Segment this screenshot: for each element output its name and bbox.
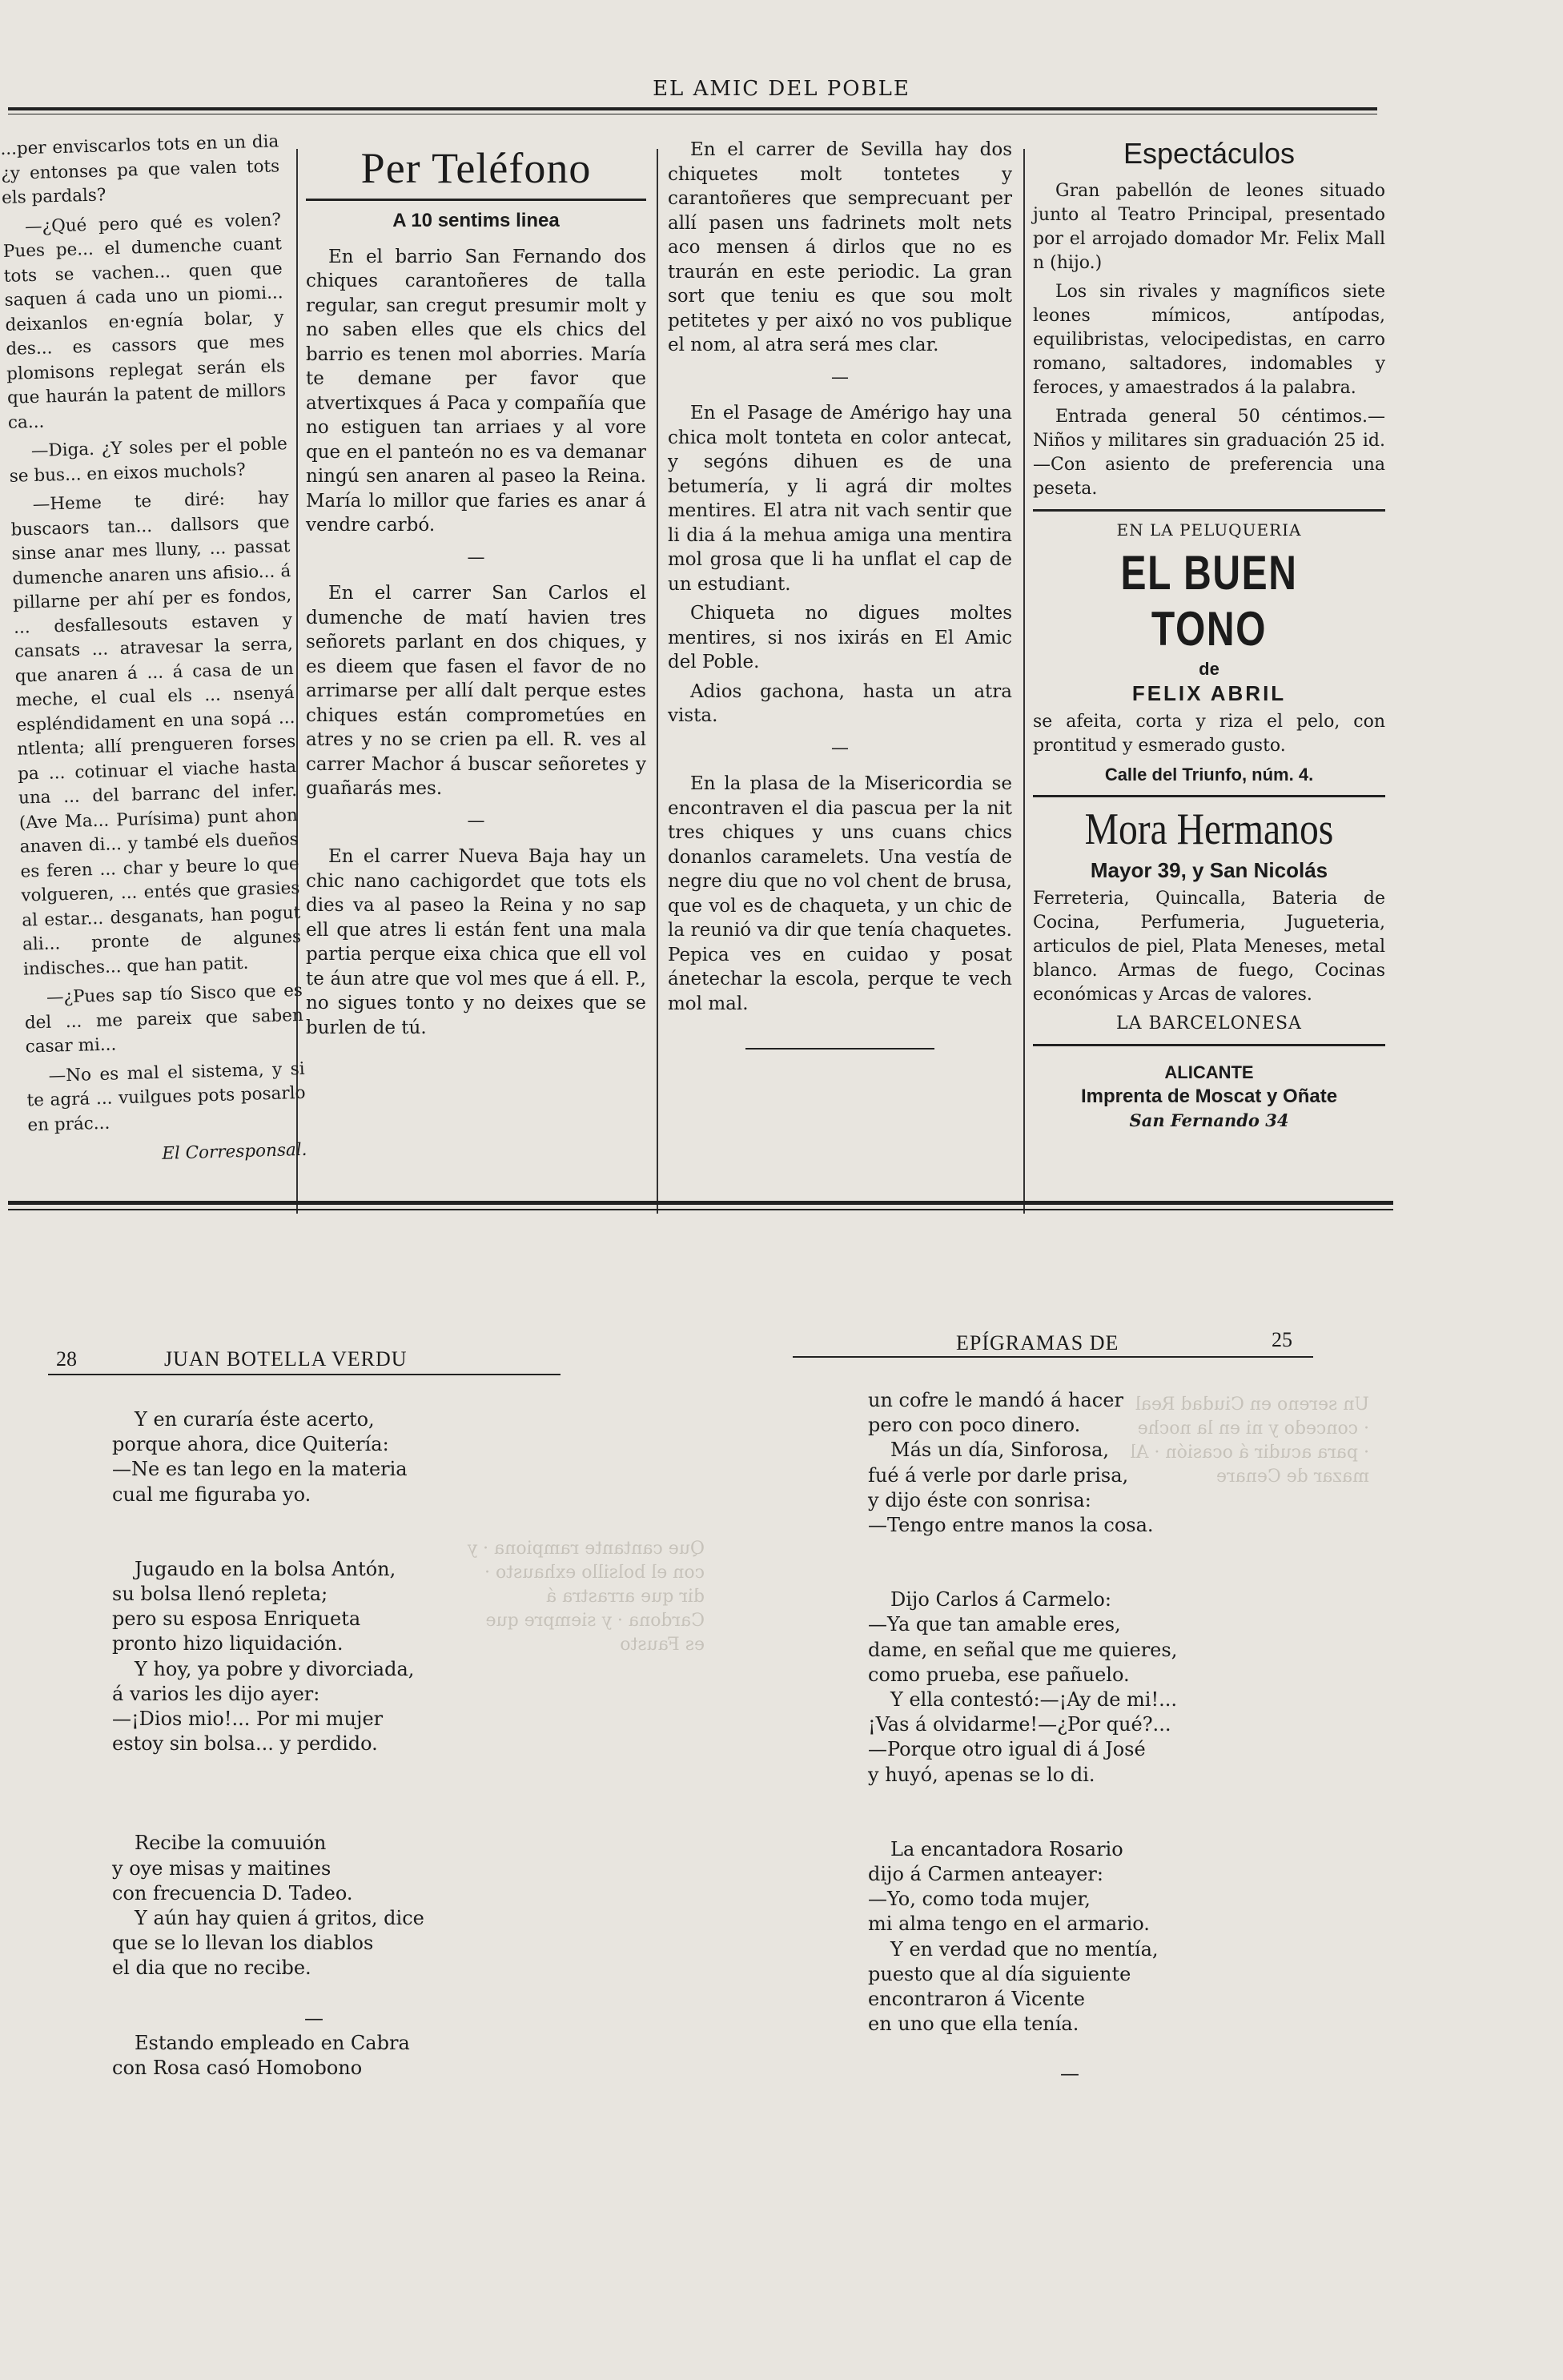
article-paragraph: Chiqueta no digues moltes mentires, si nos ixirás en El Amic del Poble.: [668, 603, 1012, 672]
title-rule: [306, 199, 646, 201]
poem-line: —: [304, 2006, 323, 2029]
poem-line: Y hoy, ya pobre y divorciada,: [135, 1657, 415, 1680]
poem-line: Estando empleado en Cabra: [135, 2031, 410, 2054]
article-signature: El Corresponsal.: [161, 1139, 307, 1164]
masthead-rule: [8, 107, 1377, 110]
left-running-head: JUAN BOTELLA VERDU: [164, 1347, 408, 1371]
ad-brand: EL BUEN TONO: [1120, 546, 1298, 656]
poem-line: pero su esposa Enriqueta: [112, 1607, 361, 1631]
ad-text: se afeita, corta y riza el pelo, con prontitud y esmerado gusto.: [1033, 712, 1385, 756]
ad-tagline: LA BARCELONESA: [1116, 1013, 1302, 1033]
column-1: [0, 130, 307, 1170]
poem-line: La encantadora Rosario: [890, 1837, 1123, 1860]
poem-line: puesto que al día siguiente: [868, 1962, 1131, 1985]
article-paragraph: Adios gachona, hasta un atra vista.: [668, 680, 1012, 726]
poem-line: Y en curaría éste acerto,: [135, 1408, 375, 1431]
poem-line: mi alma tengo en el armario.: [868, 1912, 1150, 1936]
article-paragraph: —No es mal el sistema, y si te agrá ... vuilgues pots posarlo en prác...: [26, 1058, 306, 1136]
poem-line: [112, 1806, 528, 1831]
article-paragraph: En el carrer Nueva Baja hay un chic nano cachigordet que tots els dies va al paseo la Reina y no sap ell que atres li están fent una mala partia perque eixa chica que ell vol te áun atre que vol mes que á ell. P., no sigues tonto y no deixes que se burlen de tú.: [306, 846, 646, 1038]
printer-city: ALICANTE: [1164, 1062, 1254, 1082]
masthead: EL AMIC DEL POBLE: [653, 77, 910, 101]
poem-line: [868, 1788, 1284, 1812]
poem-line: [112, 1781, 528, 1806]
ad-rule: [1033, 795, 1385, 797]
right-running-head: EPÍGRAMAS DE: [956, 1331, 1119, 1355]
article-paragraph: En el carrer San Carlos el dumenche de matí havien tres señorets parlant en dos chiques, y es dieem que fasen el favor de no arrimarse per allí dalt perque estes chiques están comprometúes en atres y no se crien pa ell. R. ves al carrer Machor á buscar señoretes y guañarás mes.: [306, 583, 646, 799]
poem-line: [868, 2037, 1284, 2061]
poem-line: [868, 1812, 1284, 1837]
poem-line: Jugaudo en la bolsa Antón,: [135, 1557, 396, 1580]
article-paragraph: —¿Pues sap tío Sisco que es del ... me pareix que saben casar mi...: [24, 980, 304, 1058]
poem-line: Recibe la comuuión: [135, 1832, 327, 1855]
section-subtitle: A 10 sentims linea: [392, 210, 560, 231]
poem-line: Y aún hay quien á gritos, dice: [135, 1907, 424, 1930]
article-paragraph: Gran pabellón de leones situado junto al Teatro Principal, presentado por el arrojado domador Mr. Felix Mall n (hijo.): [1033, 181, 1385, 273]
column-3: [668, 138, 1012, 1050]
right-poem-column: [868, 1388, 1284, 2087]
poem-line: pronto hizo liquidación.: [112, 1632, 344, 1656]
poem-line: porque ahora, dice Quitería:: [112, 1433, 389, 1456]
poem-line: cual me figuraba yo.: [112, 1483, 311, 1506]
poem-line: como prueba, ese pañuelo.: [868, 1663, 1130, 1686]
page-bottom-rule-thin: [8, 1209, 1393, 1210]
poem-line: —Ne es tan lego en la materia: [112, 1458, 408, 1481]
poem-line: pero con poco dinero.: [868, 1414, 1081, 1437]
end-rule: [745, 1048, 935, 1050]
left-page-number: 28: [56, 1347, 77, 1371]
separator: —: [831, 367, 849, 387]
poem-line: un cofre le mandó á hacer: [868, 1389, 1123, 1411]
poem-line: y dijo éste con sonrisa:: [868, 1488, 1091, 1511]
ad-owner: FELIX ABRIL: [1131, 681, 1287, 705]
poem-line: [112, 1532, 528, 1557]
article-paragraph: —¿Qué pero qué es volen? Pues pe... el dumenche cuant tots se vachen... quen que saquen á cada uno un piomi... deixanlos en·egnía bolar, y des... es cassors que mes plomisons replegat serán els que haurán la patent de millors ca...: [2, 209, 287, 433]
poem-line: con Rosa casó Homobono: [112, 2057, 363, 2080]
poem-line: con frecuencia D. Tadeo.: [112, 1881, 353, 1904]
bleed-through-text: Que cantante rampiona · y con el bolsillo exhausto · dir que arrastra á Cardona · y siempre que es Fausto: [467, 1539, 705, 1655]
separator: —: [831, 737, 849, 758]
column-divider: [1023, 149, 1025, 1214]
poem-line: y huyó, apenas se lo di.: [868, 1763, 1095, 1786]
left-poem-column: [112, 1407, 528, 2081]
article-paragraph: Los sin rivales y magníficos siete leones mímicos, antípodas, equilibristas, velocipedistas, en carro romano, saltadores, indomables y feroces, y amaestrados á la palabra.: [1033, 282, 1385, 398]
poem-line: su bolsa llenó repleta;: [112, 1583, 328, 1606]
poem-line: [868, 1538, 1284, 1563]
ad-heading: EN LA PELUQUERIA: [1116, 520, 1302, 540]
poem-line: Dijo Carlos á Carmelo:: [890, 1588, 1111, 1611]
poem-line: [112, 1507, 528, 1532]
poem-line: el dia que no recibe.: [112, 1957, 311, 1980]
column-divider: [657, 149, 658, 1214]
section-title: Per Teléfono: [360, 144, 592, 192]
separator: —: [467, 547, 485, 568]
ad-text: Ferreteria, Quincalla, Bateria de Cocina, Perfumeria, Jugueteria, articulos de piel, Plata Meneses, metal blanco. Armas de fuego, Cocinas económicas y Arcas de valores.: [1033, 889, 1385, 1005]
poem-line: [112, 1981, 528, 2006]
poem-line: estoy sin bolsa... y perdido.: [112, 1732, 378, 1756]
poem-line: encontraron á Vicente: [868, 1988, 1085, 2011]
poem-line: en uno que ella tenía.: [868, 2013, 1079, 2036]
column-2: [306, 138, 646, 1045]
ad-rule: [1033, 1044, 1385, 1046]
article-paragraph: En el barrio San Fernando dos chiques carantoñeres de talla regular, san cregut presumir molt y no saben elles que els chics del barrio es tenen mol aborries. María te demane per favor que atvertixques á Paca y compañía que no estiguen tan arriaes y al vore que en el panteón no es va demanar ningú sen anaren al paseo la Reina. María lo millor que faries es anar á vendre carbó.: [306, 246, 646, 536]
poem-line: —Ya que tan amable eres,: [868, 1613, 1121, 1636]
printer-address: San Fernando 34: [1129, 1110, 1289, 1130]
page-bottom-rule: [8, 1201, 1393, 1205]
article-paragraph: Entrada general 50 céntimos.—Niños y militares sin graduación 25 id. —Con asiento de preferencia una peseta.: [1033, 407, 1385, 499]
right-head-rule: [793, 1356, 1313, 1358]
poem-line: [868, 1563, 1284, 1587]
poem-line: dame, en señal que me quieres,: [868, 1638, 1178, 1661]
separator: —: [467, 810, 485, 831]
poem-line: fué á verle por darle prisa,: [868, 1463, 1129, 1487]
poem-line: —Porque otro igual di á José: [868, 1738, 1146, 1761]
article-paragraph: En la plasa de la Misericordia se encontraven el dia pascua per la nit tres chiques y uns cuans chics donanlos caramelets. Una vestía de negre diu que no vol chent de brusa, que vol es de chaqueta, y un chic de la reunió va dir que tenía chaquetes. Pepica ves en cuidao y posat ánetechar la escola, perque te vech mol mal.: [668, 773, 1012, 1014]
column-4: [1033, 138, 1385, 1133]
bleed-through-text: Un sereno en Ciudad Real · concedo y ni en la noche · para acudir á ocasión · Al mazar de Cenare: [1130, 1395, 1369, 1487]
ad-brand: Mora Hermanos: [1084, 805, 1334, 854]
poem-line: á varios les dijo ayer:: [112, 1682, 320, 1705]
article-paragraph: —Heme te diré: hay buscaors tan... dallsors que sinse anar mes lluny, ... passat dumenche anaren uns afisio... á pillarne per ahí per es fondos, ... desfallesouts estaven y cansats ... atravesar la serra, que anaren á ... á casa de un meche, el cual els ... nsenyá espléndidament en una sopá ... ntlenta; allí prengueren forses pa ... cotinuar el viache hasta una ... del barranc del infer. (Ave Ma... Purísima) punt ahon anaven di... y també els dueños es feren ... char y beure lo que volgueren, ... entés que grasies al estar... desganats, han pogut ali... pronte de algunes indisches... que han patit.: [10, 488, 302, 980]
poem-line: —Yo, como toda mujer,: [868, 1888, 1091, 1911]
poem-line: —¡Dios mio!... Por mi mujer: [112, 1708, 384, 1731]
section-title: Espectáculos: [1123, 137, 1296, 170]
article-paragraph: En el carrer de Sevilla hay dos chiquetes molt tontetes y carantoñeres que semprecuant per allí pasen uns fadrinets molt nets aco mensen á dirlos que no es traurán en este periodic. La gran sort que teniu es que sou molt petitetes y per aixó no vos publique el nom, al atra será mes clar.: [668, 139, 1012, 355]
poem-line: dijo á Carmen anteayer:: [868, 1863, 1103, 1886]
ad-connector: de: [1199, 659, 1219, 679]
poem-line: ¡Vas á olvidarme!—¿Por qué?...: [868, 1713, 1171, 1736]
poem-line: que se lo llevan los diablos: [112, 1932, 374, 1955]
article-paragraph: En el Pasage de Amérigo hay una chica molt tonteta en color antecat, y segóns dihuen es de una betumería, y li agrá dir moltes mentires. El atra nit vach sentir que li dia á la mehua amiga una mentira mol grosa que li ha unflat el cap de un estudiant.: [668, 403, 1012, 595]
poem-line: Y ella contestó:—¡Ay de mi!...: [890, 1688, 1178, 1712]
poem-line: Más un día, Sinforosa,: [890, 1439, 1110, 1462]
poem-line: —Tengo entre manos la cosa.: [868, 1514, 1154, 1537]
poem-line: Y en verdad que no mentía,: [890, 1937, 1159, 1961]
poem-line: [112, 1756, 528, 1781]
ad-address: Calle del Triunfo, núm. 4.: [1104, 765, 1314, 785]
right-page-number: 25: [1272, 1328, 1292, 1351]
ad-rule: [1033, 509, 1385, 512]
poem-line: y oye misas y maitines: [112, 1856, 331, 1880]
poem-line: —: [1060, 2062, 1079, 2085]
article-paragraph: ...per enviscarlos tots en un dia ¿y entonses pa que valen tots els pardals?: [0, 131, 280, 208]
left-head-rule: [48, 1374, 561, 1375]
article-paragraph: —Diga. ¿Y soles per el poble se bus... en eixos muchols?: [9, 434, 288, 487]
ad-address: Mayor 39, y San Nicolás: [1090, 858, 1328, 882]
printer-name: Imprenta de Moscat y Oñate: [1080, 1086, 1338, 1107]
